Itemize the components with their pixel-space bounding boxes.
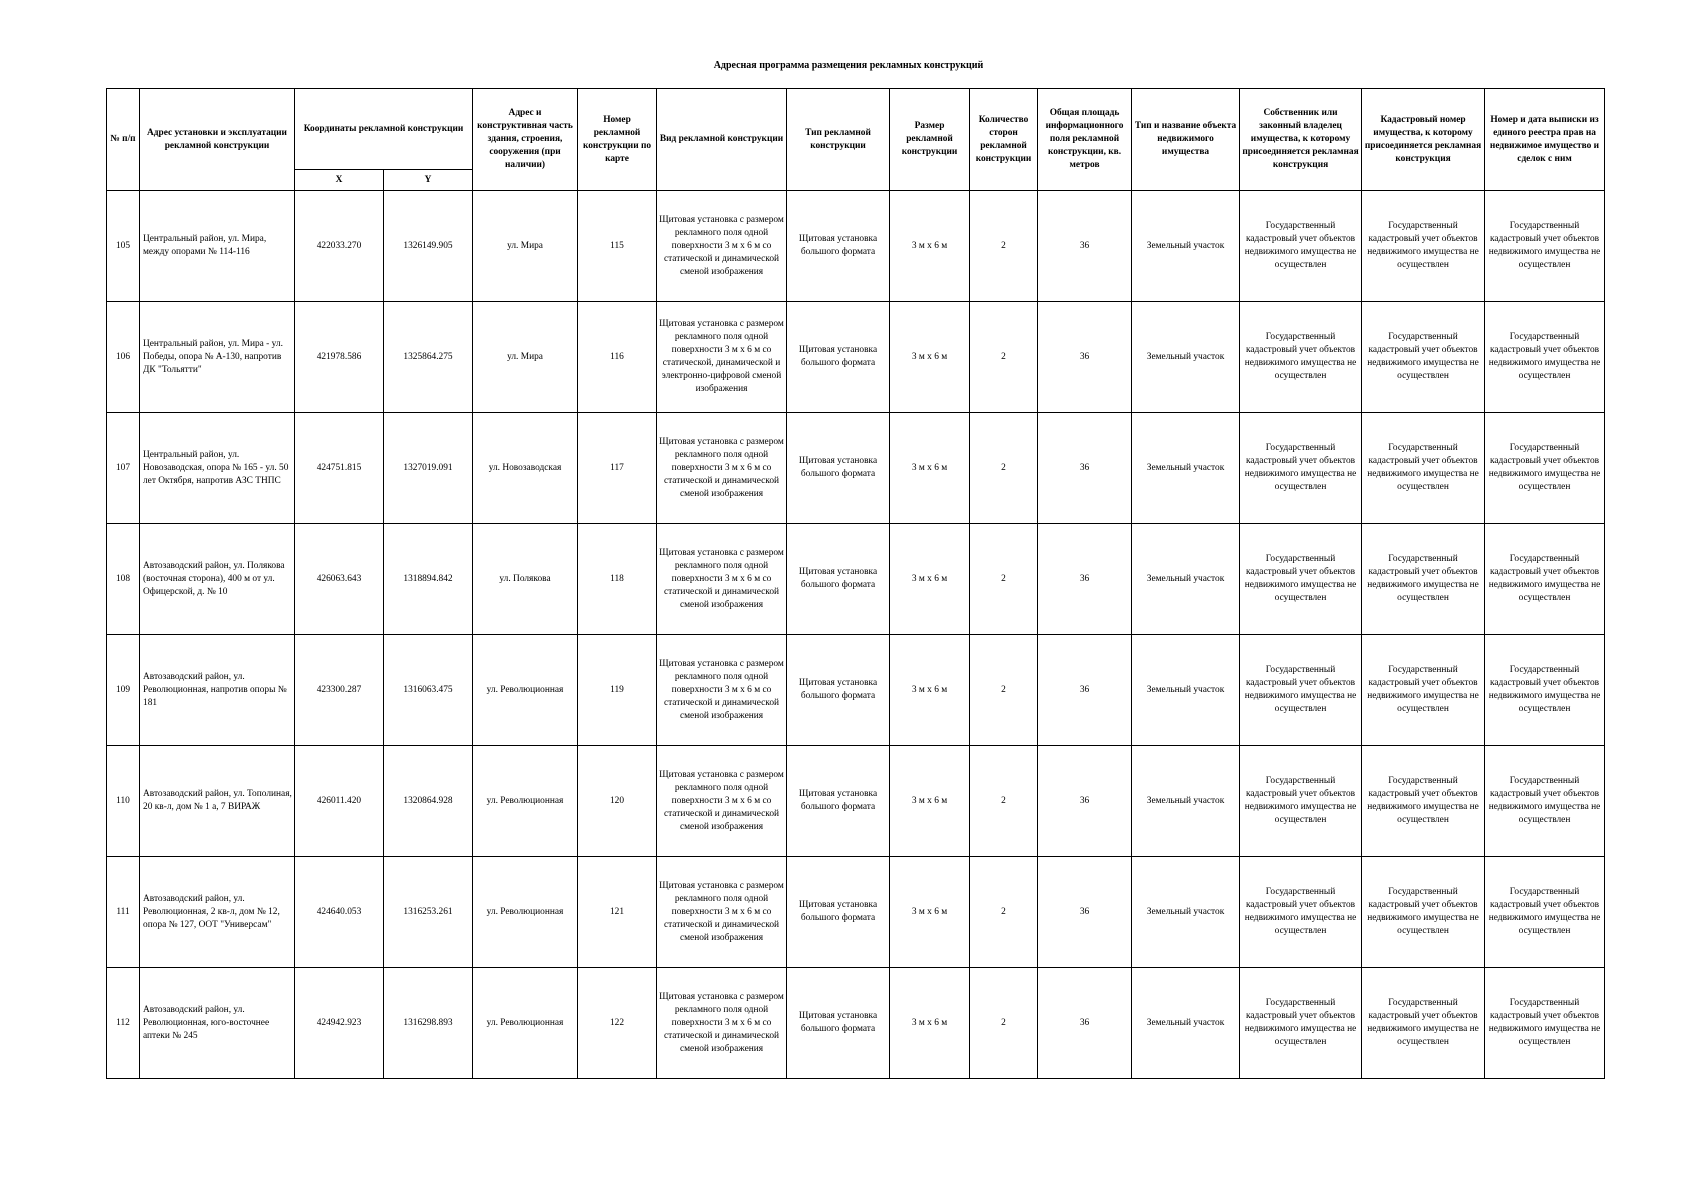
cell-type: Щитовая установка большого формата <box>787 413 890 524</box>
cell-building: ул. Революционная <box>473 857 578 968</box>
cell-owner: Государственный кадастровый учет объектов недвижимого имущества не осуществлен <box>1240 413 1362 524</box>
cell-x: 424640.053 <box>295 857 384 968</box>
cell-num: 110 <box>107 746 140 857</box>
cell-cadastral: Государственный кадастровый учет объектов недвижимого имущества не осуществлен <box>1362 857 1485 968</box>
cell-property: Земельный участок <box>1132 191 1240 302</box>
cell-type: Щитовая установка большого формата <box>787 635 890 746</box>
header-owner: Собственник или законный владелец имущества, к которому присоединяется рекламная конструкция <box>1240 89 1362 191</box>
cell-owner: Государственный кадастровый учет объектов недвижимого имущества не осуществлен <box>1240 968 1362 1079</box>
cell-x: 426063.643 <box>295 524 384 635</box>
cell-property: Земельный участок <box>1132 857 1240 968</box>
header-registry: Номер и дата выписки из единого реестра прав на недвижимое имущество и сделок с ним <box>1485 89 1605 191</box>
cell-registry: Государственный кадастровый учет объектов недвижимого имущества не осуществлен <box>1485 413 1605 524</box>
cell-address: Центральный район, ул. Мира - ул. Победы, опора № А-130, напротив ДК "Тольятти" <box>140 302 295 413</box>
cell-cadastral: Государственный кадастровый учет объектов недвижимого имущества не осуществлен <box>1362 191 1485 302</box>
table-row <box>107 302 1605 413</box>
cell-x: 424751.815 <box>295 413 384 524</box>
table-row <box>107 635 1605 746</box>
cell-num: 109 <box>107 635 140 746</box>
header-x: X <box>295 170 384 191</box>
cell-map-number: 118 <box>578 524 657 635</box>
cell-size: 3 м х 6 м <box>890 524 970 635</box>
cell-type: Щитовая установка большого формата <box>787 746 890 857</box>
cell-x: 423300.287 <box>295 635 384 746</box>
cell-building: ул. Новозаводская <box>473 413 578 524</box>
cell-address: Центральный район, ул. Новозаводская, опора № 165 - ул. 50 лет Октября, напротив АЗС ТНПС <box>140 413 295 524</box>
cell-property: Земельный участок <box>1132 413 1240 524</box>
cell-x: 422033.270 <box>295 191 384 302</box>
cell-cadastral: Государственный кадастровый учет объектов недвижимого имущества не осуществлен <box>1362 746 1485 857</box>
cell-area: 36 <box>1038 524 1132 635</box>
cell-size: 3 м х 6 м <box>890 302 970 413</box>
table-row <box>107 191 1605 302</box>
cell-type: Щитовая установка большого формата <box>787 968 890 1079</box>
cell-x: 424942.923 <box>295 968 384 1079</box>
cell-area: 36 <box>1038 191 1132 302</box>
cell-kind: Щитовая установка с размером рекламного поля одной поверхности 3 м х 6 м со статической и динамической сменой изображения <box>657 413 787 524</box>
header-y: Y <box>384 170 473 191</box>
cell-size: 3 м х 6 м <box>890 857 970 968</box>
document-title: Адресная программа размещения рекламных конструкций <box>713 60 984 71</box>
cell-owner: Государственный кадастровый учет объектов недвижимого имущества не осуществлен <box>1240 746 1362 857</box>
cell-building: ул. Революционная <box>473 968 578 1079</box>
table-row <box>107 857 1605 968</box>
cell-cadastral: Государственный кадастровый учет объектов недвижимого имущества не осуществлен <box>1362 635 1485 746</box>
cell-type: Щитовая установка большого формата <box>787 524 890 635</box>
header-building: Адрес и конструктивная часть здания, строения, сооружения (при наличии) <box>473 89 578 191</box>
cell-type: Щитовая установка большого формата <box>787 857 890 968</box>
table-row <box>107 968 1605 1079</box>
cell-y: 1318894.842 <box>384 524 473 635</box>
header-num: № п/п <box>107 89 140 191</box>
cell-cadastral: Государственный кадастровый учет объектов недвижимого имущества не осуществлен <box>1362 524 1485 635</box>
cell-kind: Щитовая установка с размером рекламного поля одной поверхности 3 м х 6 м со статической и динамической сменой изображения <box>657 968 787 1079</box>
cell-owner: Государственный кадастровый учет объектов недвижимого имущества не осуществлен <box>1240 191 1362 302</box>
cell-size: 3 м х 6 м <box>890 413 970 524</box>
cell-building: ул. Революционная <box>473 635 578 746</box>
cell-property: Земельный участок <box>1132 302 1240 413</box>
header-cadastral: Кадастровый номер имущества, к которому присоединяется рекламная конструкция <box>1362 89 1485 191</box>
cell-cadastral: Государственный кадастровый учет объектов недвижимого имущества не осуществлен <box>1362 413 1485 524</box>
cell-registry: Государственный кадастровый учет объектов недвижимого имущества не осуществлен <box>1485 302 1605 413</box>
cell-registry: Государственный кадастровый учет объектов недвижимого имущества не осуществлен <box>1485 635 1605 746</box>
header-kind: Вид рекламной конструкции <box>657 89 787 191</box>
cell-num: 111 <box>107 857 140 968</box>
cell-type: Щитовая установка большого формата <box>787 302 890 413</box>
cell-area: 36 <box>1038 302 1132 413</box>
cell-cadastral: Государственный кадастровый учет объектов недвижимого имущества не осуществлен <box>1362 302 1485 413</box>
header-type: Тип рекламной конструкции <box>787 89 890 191</box>
cell-y: 1327019.091 <box>384 413 473 524</box>
cell-owner: Государственный кадастровый учет объектов недвижимого имущества не осуществлен <box>1240 857 1362 968</box>
cell-property: Земельный участок <box>1132 635 1240 746</box>
cell-map-number: 122 <box>578 968 657 1079</box>
cell-kind: Щитовая установка с размером рекламного поля одной поверхности 3 м х 6 м со статической и динамической сменой изображения <box>657 635 787 746</box>
cell-sides: 2 <box>970 635 1038 746</box>
cell-address: Автозаводский район, ул. Революционная, юго-восточнее аптеки № 245 <box>140 968 295 1079</box>
cell-map-number: 120 <box>578 746 657 857</box>
cell-area: 36 <box>1038 413 1132 524</box>
advertising-program-table-container <box>106 88 1604 1079</box>
cell-map-number: 121 <box>578 857 657 968</box>
header-row <box>107 89 1605 170</box>
header-property: Тип и название объекта недвижимого имущества <box>1132 89 1240 191</box>
table-row <box>107 524 1605 635</box>
cell-address: Автозаводский район, ул. Полякова (восточная сторона), 400 м от ул. Офицерской, д. № 10 <box>140 524 295 635</box>
cell-kind: Щитовая установка с размером рекламного поля одной поверхности 3 м х 6 м со статической и динамической сменой изображения <box>657 191 787 302</box>
cell-address: Центральный район, ул. Мира, между опорами № 114-116 <box>140 191 295 302</box>
cell-sides: 2 <box>970 191 1038 302</box>
cell-x: 421978.586 <box>295 302 384 413</box>
cell-y: 1316253.261 <box>384 857 473 968</box>
cell-area: 36 <box>1038 968 1132 1079</box>
cell-size: 3 м х 6 м <box>890 746 970 857</box>
cell-owner: Государственный кадастровый учет объектов недвижимого имущества не осуществлен <box>1240 524 1362 635</box>
cell-registry: Государственный кадастровый учет объектов недвижимого имущества не осуществлен <box>1485 746 1605 857</box>
cell-y: 1320864.928 <box>384 746 473 857</box>
cell-map-number: 115 <box>578 191 657 302</box>
advertising-program-table <box>106 88 1605 1079</box>
cell-registry: Государственный кадастровый учет объектов недвижимого имущества не осуществлен <box>1485 857 1605 968</box>
cell-kind: Щитовая установка с размером рекламного поля одной поверхности 3 м х 6 м со статической, динамической и электронно-цифровой сменой изображения <box>657 302 787 413</box>
cell-property: Земельный участок <box>1132 524 1240 635</box>
cell-num: 106 <box>107 302 140 413</box>
cell-y: 1316298.893 <box>384 968 473 1079</box>
cell-property: Земельный участок <box>1132 746 1240 857</box>
cell-num: 108 <box>107 524 140 635</box>
header-address: Адрес установки и эксплуатации рекламной конструкции <box>140 89 295 191</box>
cell-num: 112 <box>107 968 140 1079</box>
cell-area: 36 <box>1038 857 1132 968</box>
cell-address: Автозаводский район, ул. Революционная, 2 кв-л, дом № 12, опора № 127, ООТ "Универсам" <box>140 857 295 968</box>
cell-building: ул. Полякова <box>473 524 578 635</box>
header-map-number: Номер рекламной конструкции по карте <box>578 89 657 191</box>
cell-sides: 2 <box>970 302 1038 413</box>
cell-num: 105 <box>107 191 140 302</box>
cell-y: 1316063.475 <box>384 635 473 746</box>
cell-sides: 2 <box>970 524 1038 635</box>
cell-size: 3 м х 6 м <box>890 968 970 1079</box>
cell-cadastral: Государственный кадастровый учет объектов недвижимого имущества не осуществлен <box>1362 968 1485 1079</box>
cell-building: ул. Мира <box>473 191 578 302</box>
cell-y: 1326149.905 <box>384 191 473 302</box>
cell-sides: 2 <box>970 413 1038 524</box>
cell-type: Щитовая установка большого формата <box>787 191 890 302</box>
cell-kind: Щитовая установка с размером рекламного поля одной поверхности 3 м х 6 м со статической и динамической сменой изображения <box>657 524 787 635</box>
cell-size: 3 м х 6 м <box>890 635 970 746</box>
cell-num: 107 <box>107 413 140 524</box>
cell-y: 1325864.275 <box>384 302 473 413</box>
cell-address: Автозаводский район, ул. Тополиная, 20 кв-л, дом № 1 а, 7 ВИРАЖ <box>140 746 295 857</box>
cell-area: 36 <box>1038 746 1132 857</box>
cell-map-number: 119 <box>578 635 657 746</box>
table-row <box>107 413 1605 524</box>
header-size: Размер рекламной конструкции <box>890 89 970 191</box>
cell-address: Автозаводский район, ул. Революционная, напротив опоры № 181 <box>140 635 295 746</box>
cell-registry: Государственный кадастровый учет объектов недвижимого имущества не осуществлен <box>1485 191 1605 302</box>
cell-sides: 2 <box>970 968 1038 1079</box>
header-coords: Координаты рекламной конструкции <box>295 89 473 170</box>
cell-registry: Государственный кадастровый учет объектов недвижимого имущества не осуществлен <box>1485 968 1605 1079</box>
cell-sides: 2 <box>970 746 1038 857</box>
cell-size: 3 м х 6 м <box>890 191 970 302</box>
cell-building: ул. Мира <box>473 302 578 413</box>
cell-map-number: 117 <box>578 413 657 524</box>
cell-building: ул. Революционная <box>473 746 578 857</box>
cell-area: 36 <box>1038 635 1132 746</box>
cell-property: Земельный участок <box>1132 968 1240 1079</box>
header-sides: Количество сторон рекламной конструкции <box>970 89 1038 191</box>
cell-map-number: 116 <box>578 302 657 413</box>
header-area: Общая площадь информационного поля рекламной конструкции, кв. метров <box>1038 89 1132 191</box>
cell-owner: Государственный кадастровый учет объектов недвижимого имущества не осуществлен <box>1240 302 1362 413</box>
cell-owner: Государственный кадастровый учет объектов недвижимого имущества не осуществлен <box>1240 635 1362 746</box>
cell-x: 426011.420 <box>295 746 384 857</box>
cell-sides: 2 <box>970 857 1038 968</box>
cell-kind: Щитовая установка с размером рекламного поля одной поверхности 3 м х 6 м со статической и динамической сменой изображения <box>657 857 787 968</box>
table-row <box>107 746 1605 857</box>
cell-registry: Государственный кадастровый учет объектов недвижимого имущества не осуществлен <box>1485 524 1605 635</box>
cell-kind: Щитовая установка с размером рекламного поля одной поверхности 3 м х 6 м со статической и динамической сменой изображения <box>657 746 787 857</box>
